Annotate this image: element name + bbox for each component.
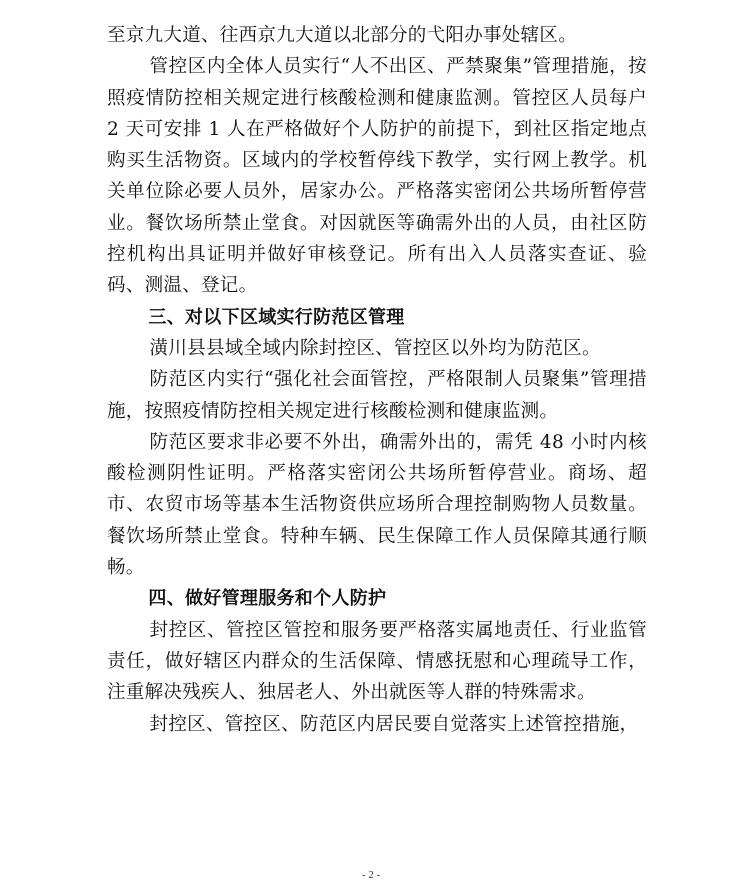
paragraph-residents-compliance: 封控区、管控区、防范区内居民要自觉落实上述管控措施，	[149, 713, 639, 735]
page-number: - 2 -	[361, 869, 381, 881]
document-body	[107, 20, 647, 740]
paragraph-prevention-zone-measures: 防范区内实行“强化社会面管控，严格限制人员聚集”管理措施，按照疫情防控相关规定进行核酸检测和健康监测。	[107, 369, 647, 422]
paragraph-prevention-zone-requirements: 防范区要求非必要不外出，确需外出的，需凭 48 小时内核酸检测阴性证明。严格落实密闭公共场所暂停营业。商场、超市、农贸市场等基本生活物资供应场所合理控制购物人员数量。餐饮场所禁止堂食。特种车辆、民生保障工作人员保障其通行顺畅。	[107, 431, 647, 579]
section-heading-management-services: 四、做好管理服务和个人防护	[148, 588, 387, 610]
paragraph-continued-district: 至京九大道、往西京九大道以北部分的弋阳办事处辖区。	[107, 25, 578, 46]
paragraph-management-responsibility: 封控区、管控区管控和服务要严格落实属地责任、行业监管责任，做好辖区内群众的生活保障、情感抚慰和心理疏导工作，注重解决残疾人、独居老人、外出就医等人群的特殊需求。	[107, 619, 647, 704]
section-heading-prevention-zone: 三、对以下区域实行防范区管理	[148, 306, 405, 328]
paragraph-control-zone-measures: 管控区内全体人员实行“人不出区、严禁聚集”管理措施，按照疫情防控相关规定进行核酸检测和健康监测。管控区人员每户 2 天可安排 1 人在严格做好个人防护的前提下，到社区指定地点购买生活物资。区域内的学校暂停线下教学，实行网上教学。机关单位除必要人员外，居家办公。严格落实密闭公共场所暂停营业。餐饮场所禁止堂食。对因就医等确需外出的人员，由社区防控机构出具证明并做好审核登记。所有出入人员落实查证、验码、测温、登记。	[107, 56, 647, 297]
paragraph-prevention-zone-scope: 潢川县县域全域内除封控区、管控区以外均为防范区。	[149, 337, 601, 359]
